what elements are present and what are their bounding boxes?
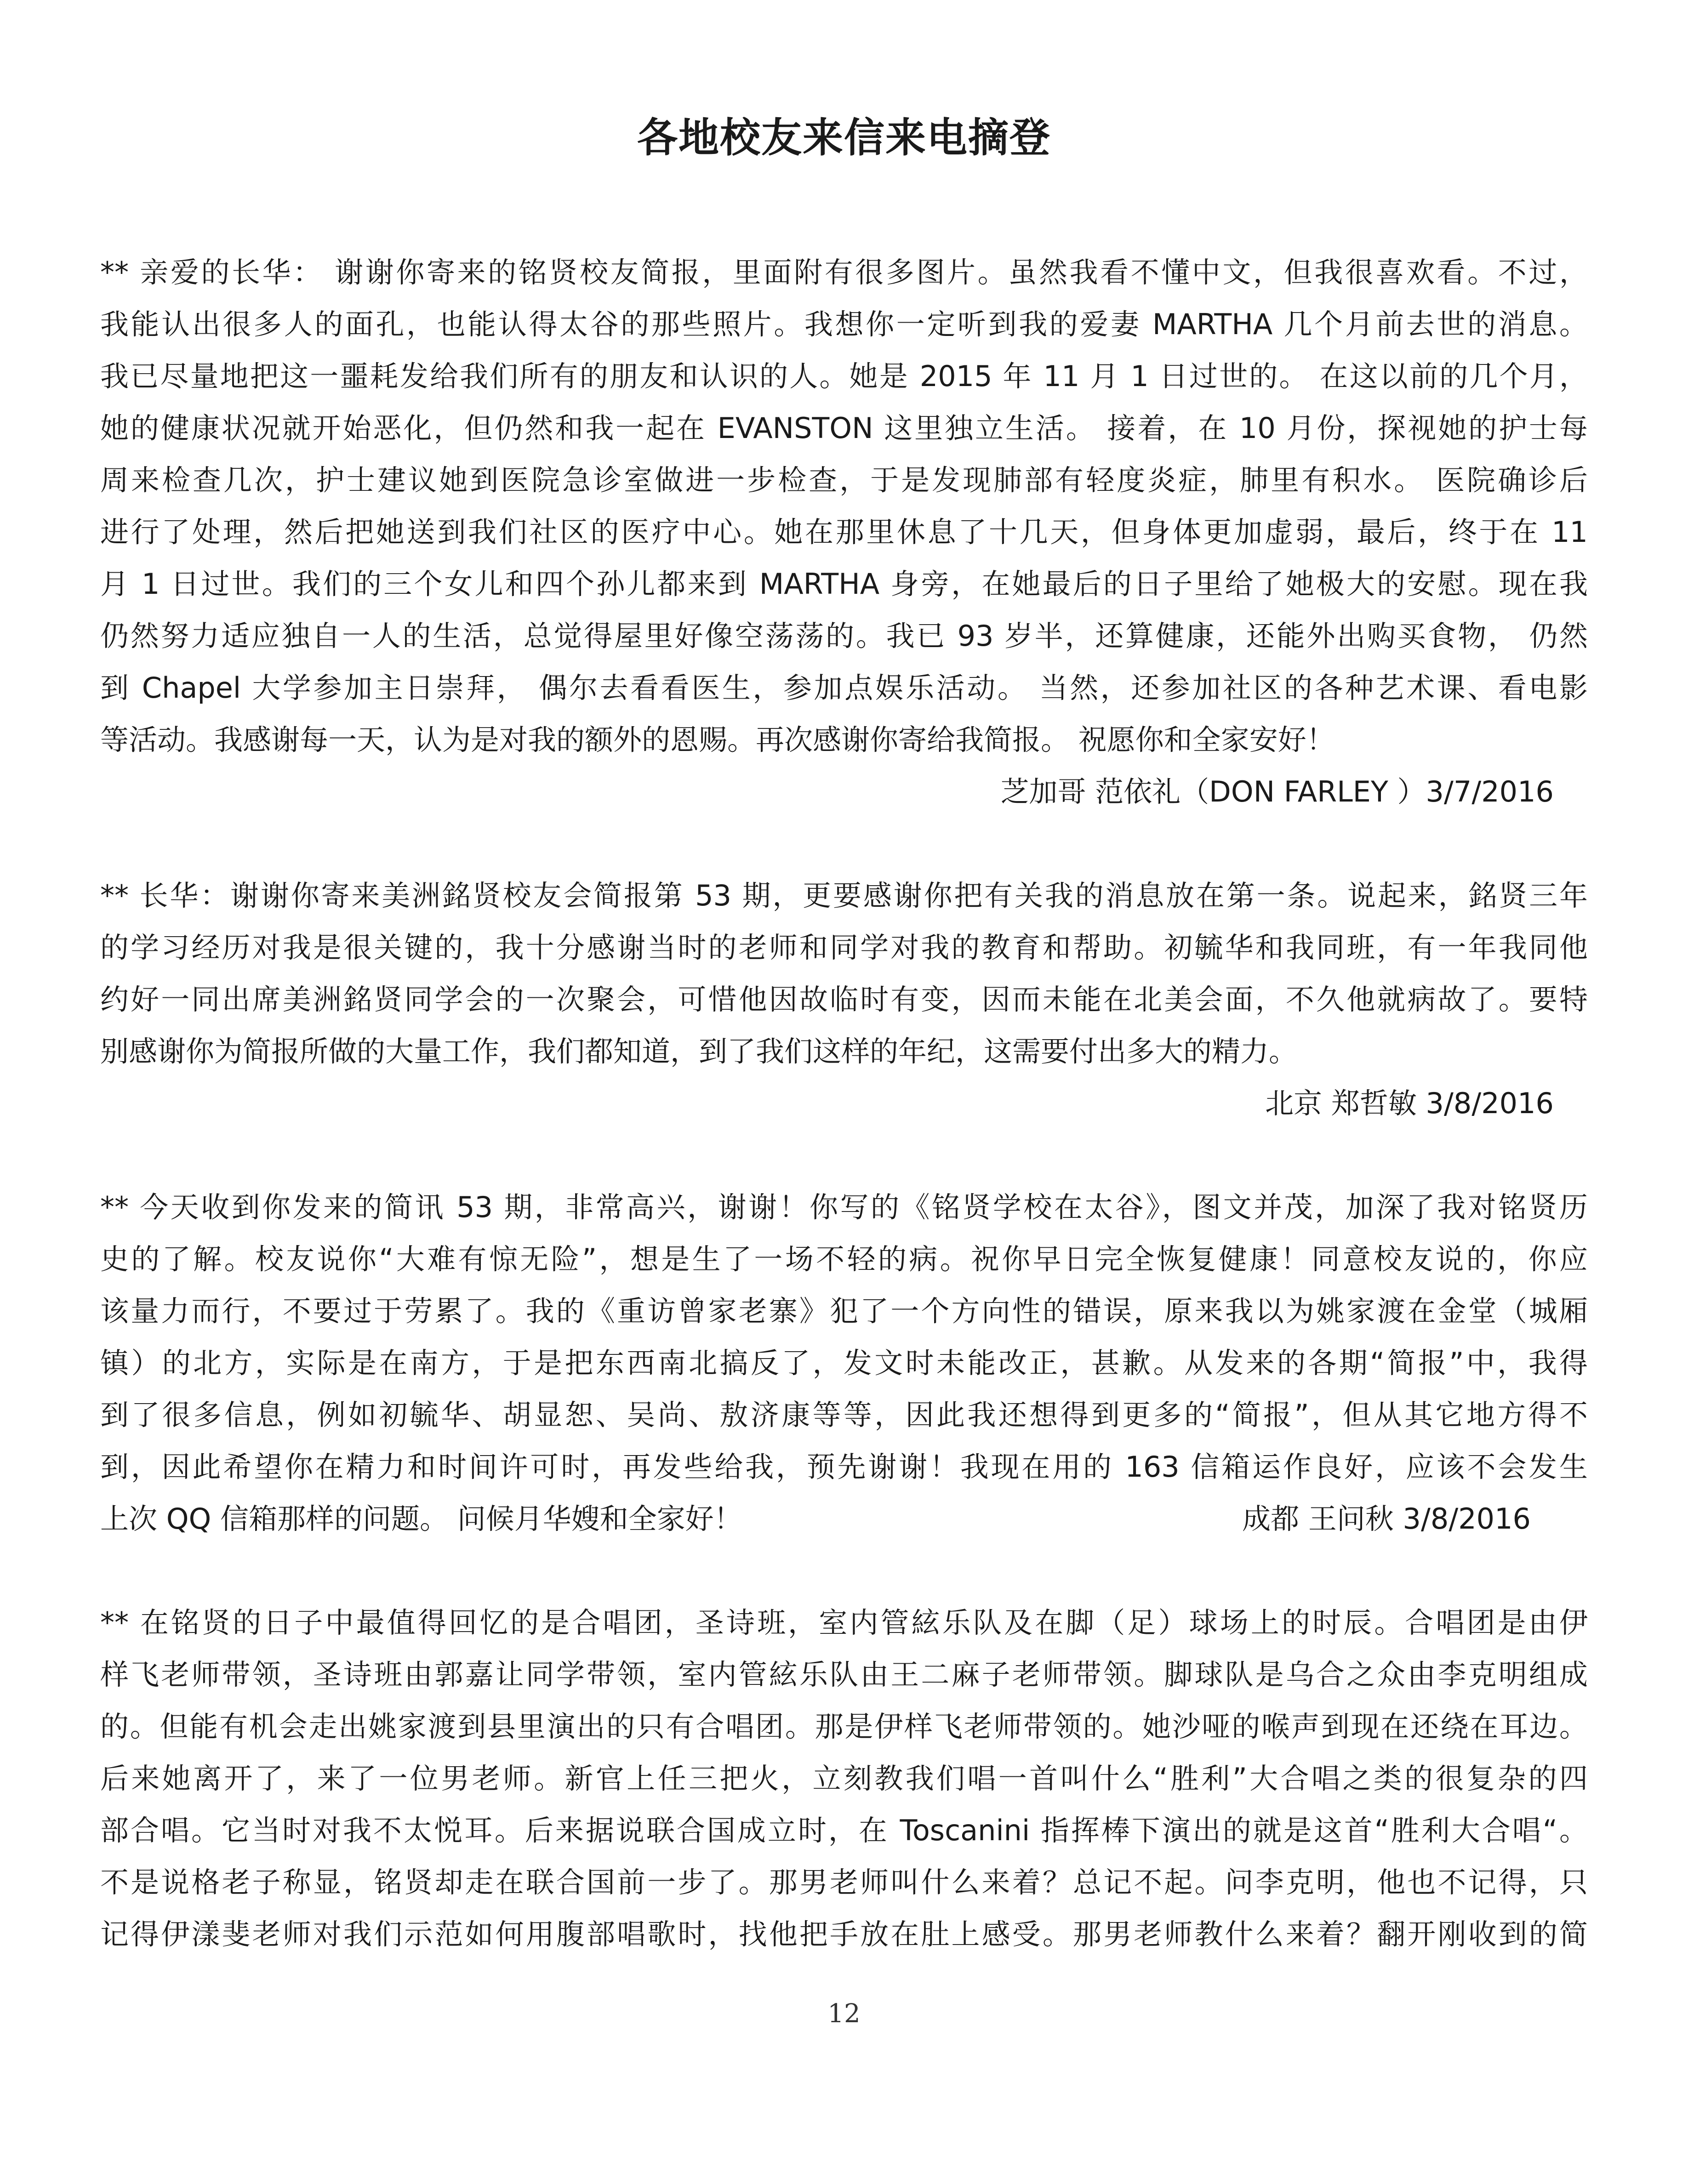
letter-line: 后来她离开了，来了一位男老师。新官上任三把火，立刻教我们唱一首叫什么“胜利”大合唱之类的很复杂的四 [100, 1762, 1588, 1795]
page-title: 各地校友来信来电摘登 [637, 114, 1051, 161]
letter-last-line-with-signature [100, 1493, 1588, 1545]
letter-line: 的。但能有机会走出姚家渡到县里演出的只有合唱团。那是伊样飞老师带领的。她沙哑的喉声到现在还绕在耳边。 [100, 1710, 1588, 1743]
letter-line: 等活动。我感谢每一天，认为是对我的额外的恩赐。再次感谢你寄给我简报。 祝愿你和全家安好！ [100, 723, 1335, 756]
letter-line: 到了很多信息，例如初毓华、胡显恕、吴尚、敖济康等等，因此我还想得到更多的“简报”，但从其它地方得不 [100, 1398, 1588, 1432]
letter-line: 不是说格老子称显，铭贤却走在联合国前一步了。那男老师叫什么来着？总记不起。问李克明，他也不记得，只 [100, 1866, 1588, 1899]
letter-line: 该量力而行，不要过于劳累了。我的《重访曾家老寨》犯了一个方向性的错误，原来我以为姚家渡在金堂（城厢 [100, 1294, 1588, 1328]
letter-line: 我能认出很多人的面孔，也能认得太谷的那些照片。我想你一定听到我的爱妻 MARTHA 几个月前去世的消息。 [100, 307, 1588, 341]
letter-signature: 北京 郑哲敏 3/8/2016 [1265, 1086, 1554, 1120]
letter-1 [100, 246, 1588, 818]
letters-section [100, 246, 1588, 1960]
letter-line: 仍然努力适应独自一人的生活，总觉得屋里好像空荡荡的。我已 93 岁半，还算健康，还能外出购买食物， 仍然 [100, 619, 1588, 653]
letter-line: 到，因此希望你在精力和时间许可时，再发些给我，预先谢谢！我现在用的 163 信箱运作良好，应该不会发生 [100, 1450, 1588, 1484]
letter-line: 周来检查几次，护士建议她到医院急诊室做进一步检查，于是发现肺部有轻度炎症，肺里有积水。 医院确诊后 [100, 463, 1588, 497]
letter-line: 上次 QQ 信箱那样的问题。 问候月华嫂和全家好！ [100, 1502, 742, 1536]
letter-line: ** 亲爱的长华： 谢谢你寄来的铭贤校友简报，里面附有很多图片。虽然我看不懂中文，但我很喜欢看。不过， [100, 256, 1588, 289]
letter-line: 史的了解。校友说你“大难有惊无险”，想是生了一场不轻的病。祝你早日完全恢复健康！同意校友说的，你应 [100, 1242, 1588, 1276]
letter-line: 约好一同出席美洲銘贤同学会的一次聚会，可惜他因故临时有变，因而未能在北美会面，不久他就病故了。要特 [100, 983, 1588, 1016]
letter-line: 样飞老师带领，圣诗班由郭嘉让同学带领，室内管絃乐队由王二麻子老师带领。脚球队是乌合之众由李克明组成 [100, 1658, 1588, 1691]
letter-line: 的学习经历对我是很关键的，我十分感谢当时的老师和同学对我的教育和帮助。初毓华和我同班，有一年我同他 [100, 931, 1588, 964]
letter-signature: 芝加哥 范依礼（DON FARLEY ）3/7/2016 [1000, 775, 1554, 808]
letter-4 [100, 1597, 1588, 1960]
letter-line: 到 Chapel 大学参加主日崇拜， 偶尔去看看医生，参加点娱乐活动。 当然，还参加社区的各种艺术课、看电影 [100, 671, 1588, 705]
page-number: 12 [827, 1999, 861, 2029]
letter-line: ** 在铭贤的日子中最值得回忆的是合唱团，圣诗班，室内管絃乐队及在脚（足）球场上的时辰。合唱团是由伊 [100, 1606, 1588, 1639]
letter-signature: 成都 王问秋 3/8/2016 [1242, 1502, 1531, 1536]
spacer [100, 818, 1588, 870]
letter-line: 镇）的北方，实际是在南方，于是把东西南北搞反了，发文时未能改正，甚歉。从发来的各期“简报”中，我得 [100, 1346, 1588, 1380]
letter-line: 月 1 日过世。我们的三个女儿和四个孙儿都来到 MARTHA 身旁，在她最后的日子里给了她极大的安慰。现在我 [100, 567, 1588, 601]
spacer [100, 1129, 1588, 1181]
letter-line: 我已尽量地把这一噩耗发给我们所有的朋友和认识的人。她是 2015 年 11 月 1 日过世的。 在这以前的几个月， [100, 359, 1588, 393]
spacer [100, 1545, 1588, 1597]
letter-line: 她的健康状况就开始恶化，但仍然和我一起在 EVANSTON 这里独立生活。 接着，在 10 月份，探视她的护士每 [100, 411, 1588, 445]
letter-line: ** 长华：谢谢你寄来美洲銘贤校友会简报第 53 期，更要感谢你把有关我的消息放在第一条。说起来，銘贤三年 [100, 879, 1588, 912]
letter-line: ** 今天收到你发来的简讯 53 期，非常高兴，谢谢！你写的《铭贤学校在太谷》，图文并茂，加深了我对铭贤历 [100, 1190, 1588, 1224]
letter-line: 部合唱。它当时对我不太悦耳。后来据说联合国成立时，在 Toscanini 指挥棒下演出的就是这首“胜利大合唱“。 [100, 1814, 1588, 1847]
letter-line: 记得伊漾斐老师对我们示范如何用腹部唱歌时，找他把手放在肚上感受。那男老师教什么来着？翻开刚收到的简 [100, 1917, 1588, 1951]
letter-2 [100, 870, 1588, 1129]
letter-line: 进行了处理，然后把她送到我们社区的医疗中心。她在那里休息了十几天，但身体更加虚弱，最后，终于在 11 [100, 515, 1588, 549]
letter-line: 别感谢你为简报所做的大量工作，我们都知道，到了我们这样的年纪，这需要付出多大的精力。 [100, 1035, 1298, 1068]
letter-3 [100, 1181, 1588, 1545]
